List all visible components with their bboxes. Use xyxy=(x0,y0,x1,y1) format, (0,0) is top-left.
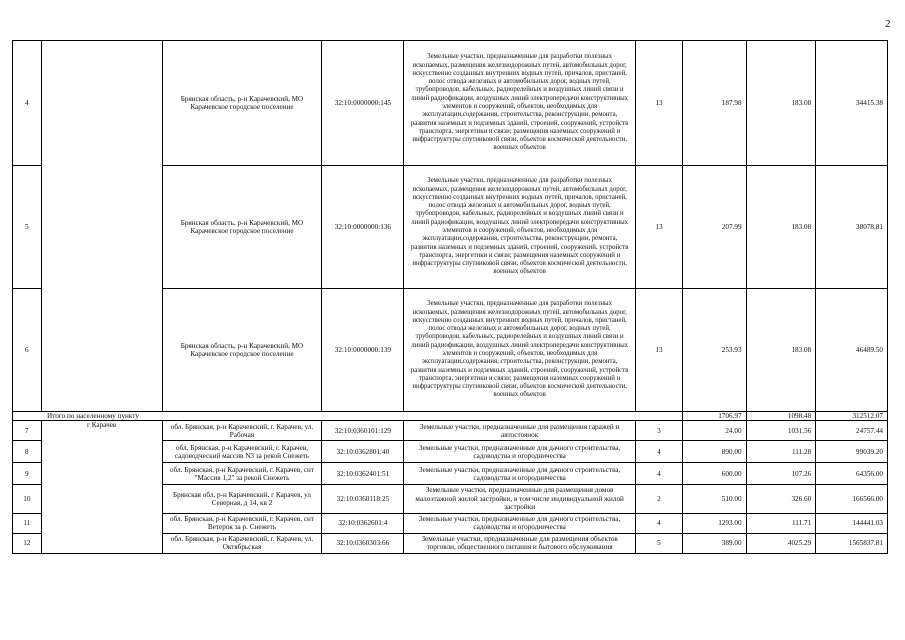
cadastral-number: 32:10:0360101:129 xyxy=(322,421,404,441)
value-3: 24757.44 xyxy=(816,421,888,441)
row-number: 5 xyxy=(13,166,42,289)
value-2: 107.26 xyxy=(746,463,816,485)
usage-cell: Земельные участки, предназначенные для размещения домов малоэтажной жилой застройки, в том числе индивидуальной жилой застройки xyxy=(404,485,636,513)
address-cell: обл. Брянская, р-н Карачевский, г. Карачев, снт Ветерок за р. Снежеть xyxy=(162,513,322,533)
table-row xyxy=(13,421,888,441)
cadastral-number: 32:10:0362801:40 xyxy=(322,441,404,463)
usage-cell: Земельные участки, предназначенные для размещения гаражей и автостоянок xyxy=(404,421,636,441)
city-cell xyxy=(41,421,162,553)
value-3: 64356.00 xyxy=(816,463,888,485)
value-3: 46489.50 xyxy=(816,289,888,412)
code-cell: 13 xyxy=(635,166,682,289)
address-cell: Брянская область, р-н Карачевский, МО Карачевское городское поселение xyxy=(162,289,322,412)
value-1: 1293.00 xyxy=(683,513,747,533)
address-cell: обл. Брянская, р-н Карачевский, г. Карачев, снт "Массив 1,2" за рекой Снежеть xyxy=(162,463,322,485)
value-2: 4025.29 xyxy=(746,533,816,553)
cadastral-number: 32:10:0362601:4 xyxy=(322,513,404,533)
cadastral-table xyxy=(12,40,888,554)
value-1: 207.99 xyxy=(683,166,747,289)
value-1: 253.93 xyxy=(683,289,747,412)
total-label: Итого по населенному пункту xyxy=(13,412,683,421)
value-3: 99039.20 xyxy=(816,441,888,463)
total-value-1: 1706.97 xyxy=(683,412,747,421)
value-3: 166566.00 xyxy=(816,485,888,513)
table-row xyxy=(13,41,888,166)
code-cell: 3 xyxy=(635,421,682,441)
value-2: 183.08 xyxy=(746,166,816,289)
row-number: 6 xyxy=(13,289,42,412)
value-2: 111.28 xyxy=(746,441,816,463)
usage-cell: Земельные участки, предназначенные для дачного строительства, садоводства и огородничества xyxy=(404,513,636,533)
value-3: 34415.38 xyxy=(816,41,888,166)
address-cell: Брянская область, р-н Карачевский, МО Карачевское городское поселение xyxy=(162,166,322,289)
row-number: 7 xyxy=(13,421,42,441)
value-2: 111.71 xyxy=(746,513,816,533)
row-number: 8 xyxy=(13,441,42,463)
cadastral-number: 32:10:0360303:66 xyxy=(322,533,404,553)
row-number: 10 xyxy=(13,485,42,513)
value-1: 510.00 xyxy=(683,485,747,513)
city-name: г Карачев xyxy=(86,421,117,430)
value-1: 890.00 xyxy=(683,441,747,463)
row-number: 4 xyxy=(13,41,42,166)
value-3: 1565837.81 xyxy=(816,533,888,553)
address-cell: Брянская область, р-н Карачевский, МО Карачевское городское поселение xyxy=(162,41,322,166)
cadastral-number: 32:10:0000000:145 xyxy=(322,41,404,166)
value-1: 389.00 xyxy=(683,533,747,553)
value-2: 1031.56 xyxy=(746,421,816,441)
usage-cell: Земельные участки, предназначенные для разработки полезных ископаемых, размещения железнодорожных путей, автомобильных дорог, искусственно созданных внутренних водных путей, причалов, пристаней, полос отвода железных и автомобильных дорог, водных путей, трубопроводов, кабельных, радиорелейных и воздушных линий связи и линий радиофикации, воздушных линий электропередачи конструктивных элементов и сооружений, объектов, необходимых для эксплуатации,содержания, строительства, реконструкции, ремонта, развития наземных и подземных зданий, строений, сооружений, устройств транспорта, энергетики и связи; размещения наземных сооружений и инфраструктуры спутниковой связи, объектов космической деятельности, военных объектов xyxy=(404,289,636,412)
row-number: 9 xyxy=(13,463,42,485)
address-cell: обл. Брянская, р-н Карачевский, г. Карачев, ул. Рабочая xyxy=(162,421,322,441)
code-cell: 13 xyxy=(635,289,682,412)
value-3: 38078.81 xyxy=(816,166,888,289)
code-cell: 4 xyxy=(635,513,682,533)
page-number: 2 xyxy=(885,18,891,30)
address-cell: Брянская обл, р-н Карачевский, г Карачев, ул Северная, д 14, кв 2 xyxy=(162,485,322,513)
value-2: 183.08 xyxy=(746,41,816,166)
code-cell: 4 xyxy=(635,463,682,485)
usage-cell: Земельные участки, предназначенные для разработки полезных ископаемых, размещения железнодорожных путей, автомобильных дорог, искусственно созданных внутренних водных путей, причалов, пристаней, полос отвода железных и автомобильных дорог, водных путей, трубопроводов, кабельных, радиорелейных и воздушных линий связи и линий радиофикации, воздушных линий электропередачи конструктивных элементов и сооружений, объектов, необходимых для эксплуатации,содержания, строительства, реконструкции, ремонта, развития наземных и подземных зданий, строений, сооружений, устройств транспорта, энергетики и связи; размещения наземных сооружений и инфраструктуры спутниковой связи, объектов космической деятельности, военных объектов xyxy=(404,166,636,289)
total-row xyxy=(13,412,888,421)
value-3: 144441.03 xyxy=(816,513,888,533)
usage-cell: Земельные участки, предназначенные для дачного строительства, садоводства и огородничества xyxy=(404,463,636,485)
cadastral-number: 32:10:0360118:25 xyxy=(322,485,404,513)
code-cell: 13 xyxy=(635,41,682,166)
usage-cell: Земельные участки, предназначенные для дачного строительства, садоводства и огородничества xyxy=(404,441,636,463)
cadastral-number: 32:10:0000000:139 xyxy=(322,289,404,412)
row-number: 11 xyxy=(13,513,42,533)
cadastral-number: 32:10:0362401:51 xyxy=(322,463,404,485)
code-cell: 2 xyxy=(635,485,682,513)
code-cell: 5 xyxy=(635,533,682,553)
value-1: 600.00 xyxy=(683,463,747,485)
value-1: 187.98 xyxy=(683,41,747,166)
usage-cell: Земельные участки, предназначенные для размещения объектов торговли, общественного питания и бытового обслуживания xyxy=(404,533,636,553)
total-value-3: 312512.07 xyxy=(816,412,888,421)
cadastral-number: 32:10:0000000:136 xyxy=(322,166,404,289)
value-1: 24.00 xyxy=(683,421,747,441)
address-cell: обл. Брянская, р-н Карачевский, г. Карачев, ул. Октябрьская xyxy=(162,533,322,553)
address-cell: обл. Брянская, р-н Карачевский, г. Карачев, садоводческий массив N3 за рекой Снежеть xyxy=(162,441,322,463)
usage-cell: Земельные участки, предназначенные для разработки полезных ископаемых, размещения железнодорожных путей, автомобильных дорог, искусственно созданных внутренних водных путей, причалов, пристаней, полос отвода железных и автомобильных дорог, водных путей, трубопроводов, кабельных, радиорелейных и воздушных линий связи и линий радиофикации, воздушных линий электропередачи конструктивных элементов и сооружений, объектов, необходимых для эксплуатации,содержания, строительства, реконструкции, ремонта, развития наземных и подземных зданий, строений, сооружений, устройств транспорта, энергетики и связи; размещения наземных сооружений и инфраструктуры спутниковой связи, объектов космической деятельности, военных объектов xyxy=(404,41,636,166)
code-cell: 4 xyxy=(635,441,682,463)
row-number: 12 xyxy=(13,533,42,553)
value-2: 326.60 xyxy=(746,485,816,513)
total-value-2: 1098.48 xyxy=(746,412,816,421)
group-cell xyxy=(41,41,162,412)
value-2: 183.08 xyxy=(746,289,816,412)
